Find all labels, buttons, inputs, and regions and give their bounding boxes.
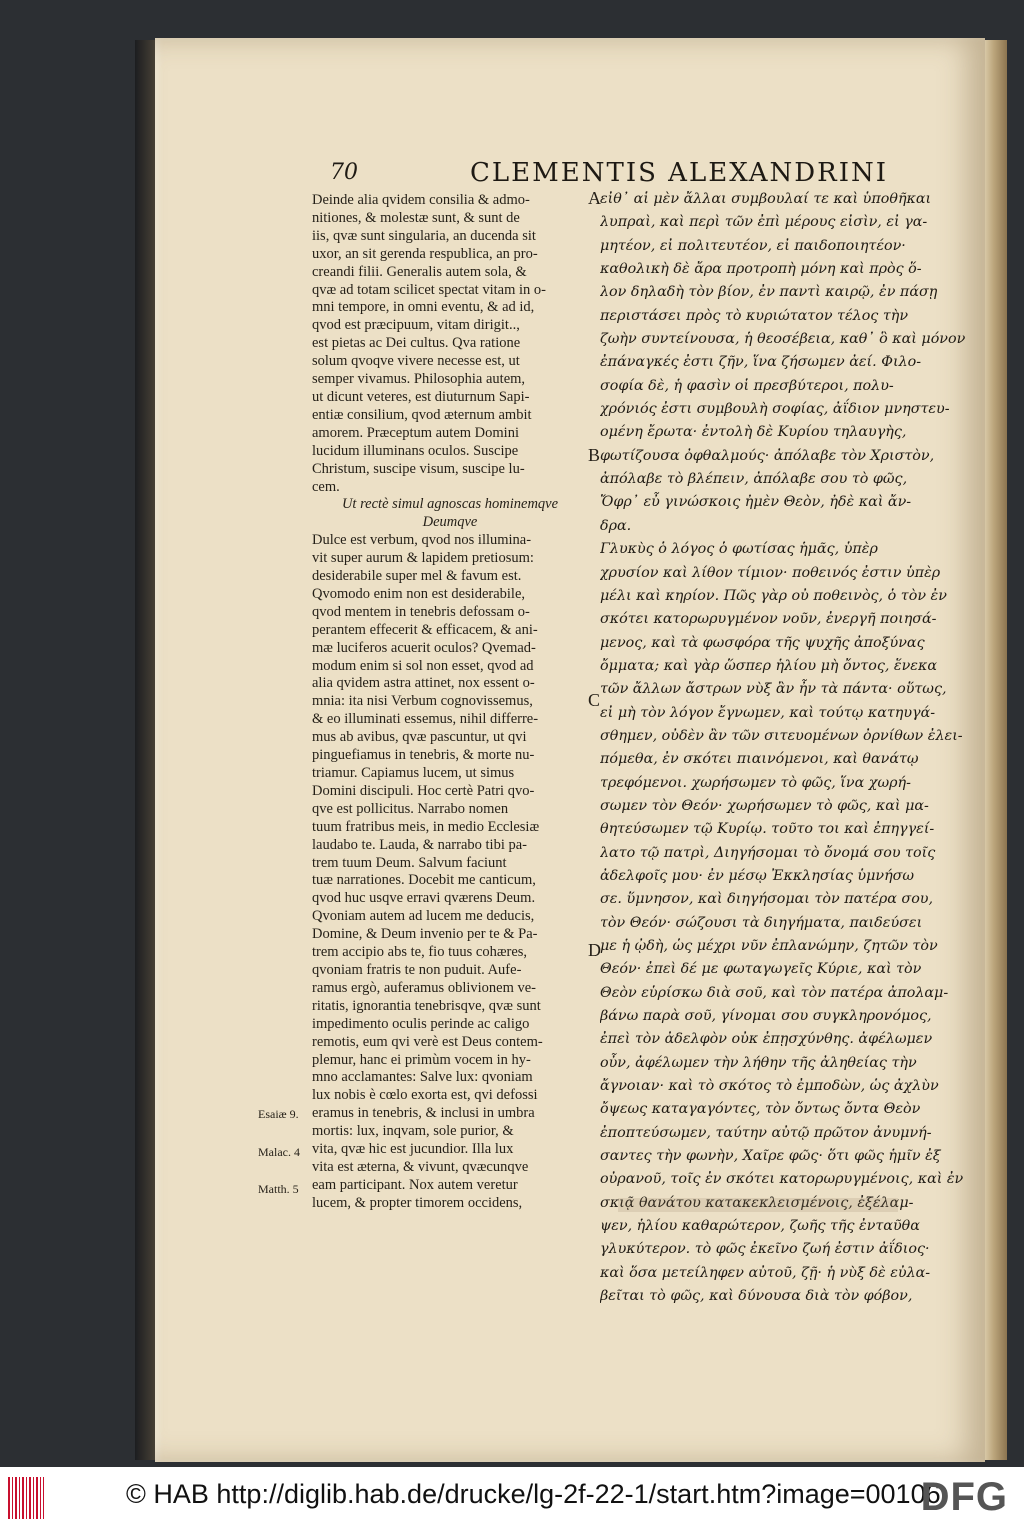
dfg-logo: DFG <box>920 1475 1008 1519</box>
greek-text-line: ἐπεὶ τὸν ἀδελφὸν οὐκ ἐπῃσχύνθης. ἀφέλωμεν <box>600 1031 933 1048</box>
latin-text-line: perantem effecerit & efficacem, & ani- <box>312 621 538 638</box>
latin-text-line: qve est pollicitus. Narrabo nomen <box>312 800 509 817</box>
greek-text-line: χρυσίον καὶ λίθον τίμιον· ποθεινός ἐστιν ὑπὲρ <box>600 564 941 581</box>
margin-note-malac: Malac. 4 <box>258 1145 300 1159</box>
greek-text-line: οὐρανοῦ, τοῖς ἐν σκότει κατορωρυγμένοις, καὶ ἐν <box>600 1171 964 1188</box>
latin-text-line: ut dicunt veteres, est diuturnum Sapi- <box>312 388 530 405</box>
latin-text-line: mortis: lux, inqvam, sole purior, & <box>312 1123 514 1140</box>
latin-text-line: solum qvoqve vivere necesse est, ut <box>312 353 520 370</box>
greek-text-line: Θεόν· ἐπεὶ δέ με φωταγωγεῖς Κύριε, καὶ τὸν <box>600 961 922 978</box>
greek-text-line: ψεν, ἡλίου καθαρώτερον, ζωῆς τῆς ἐνταῦθα <box>600 1218 920 1235</box>
latin-text-line: desiderabile super mel & favum est. <box>312 568 522 585</box>
greek-text-line: σκότει κατορωρυγμένον νοῦν, ἐνεργῆ ποιησά- <box>600 611 937 628</box>
greek-text-line: περιστάσει πρὸς τὸ κυριώτατον τέλος τὴν <box>600 307 909 324</box>
greek-text-line: οὖν, ἀφέλωμεν τὴν λήθην τῆς ἀληθείας τὴν <box>600 1054 917 1071</box>
greek-text-line: ἀδελφοῖς μου· ἐν μέσῳ Ἐκκλησίας ὑμνήσω <box>600 867 915 884</box>
greek-text-line: ὄμματα; καὶ γὰρ ὥσπερ ἡλίου μὴ ὄντος, ἕνεκα <box>600 657 937 674</box>
margin-letter-b: B <box>588 445 601 465</box>
latin-text-line: laudabo te. Lauda, & narrabo tibi pa- <box>312 836 528 853</box>
greek-text-line: τῶν ἄλλων ἄστρων νὺξ ἂν ἦν τὰ πάντα· οὕτως, <box>600 681 947 698</box>
latin-text-line: vita est æterna, & vivunt, qvæcunqve <box>312 1158 529 1175</box>
greek-text-line: λατο τῷ πατρὶ, Διηγήσομαι τὸ ὄνομά σου τοῖς <box>600 844 936 861</box>
latin-text-line: qvod huc usqve erravi qværens Deum. <box>312 890 536 907</box>
greek-text-line: λον δηλαδὴ τὸν βίον, ἐν παντὶ καιρῷ, ἐν πάσῃ <box>600 284 938 301</box>
latin-text-line: eam participant. Nox autem veretur <box>312 1176 518 1193</box>
latin-text-line: creandi filii. Generalis autem sola, & <box>312 263 527 280</box>
greek-text-line: μενος, καὶ τὰ φωσφόρα τῆς ψυχῆς ἀποξύνας <box>600 634 925 651</box>
greek-text-line: τρεφόμενοι. χωρήσωμεν τὸ φῶς, ἵνα χωρή- <box>600 774 911 791</box>
margin-note-esaiae: Esaiæ 9. <box>258 1107 299 1121</box>
greek-text-line: βάνω παρὰ σοῦ, γίνομαι σου συγκληρονόμος, <box>600 1008 932 1025</box>
latin-text-line: nitiones, & molestæ sunt, & sunt de <box>312 209 520 226</box>
latin-caption-line: Deumqve <box>422 514 478 531</box>
greek-text-line: σκιᾷ θανάτου κατακεκλεισμένοις, ἐξέλαμ- <box>600 1194 914 1211</box>
greek-text-line: σθημεν, οὐδὲν ἂν τῶν σιτευομένων ὀρνίθων ἐλει- <box>600 727 963 744</box>
running-head: CLEMENTIS ALEXANDRINI <box>470 158 889 188</box>
latin-text-line: mus ab avibus, qvæ pascuntur, ut qvi <box>312 729 527 746</box>
latin-text-line: Deinde alia qvidem consilia & admo- <box>312 192 530 208</box>
latin-text-line: qvæ ad totam scilicet spectat vitam in o- <box>312 281 546 298</box>
greek-text-line: Ὄφρ᾽ εὖ γινώσκοις ἠμὲν Θεὸν, ἠδὲ καὶ ἄν- <box>600 494 912 511</box>
greek-column <box>600 188 976 1309</box>
latin-text-line: mæ luciferos acuerit oculos? Qvemad- <box>312 639 536 656</box>
greek-text-line: Θεὸν εὑρίσκω διὰ σοῦ, καὶ τὸν πατέρα ἀπολαμ- <box>600 984 949 1001</box>
latin-text-line: semper vivamus. Philosophia autem, <box>312 371 526 388</box>
latin-text-line: Dulce est verbum, qvod nos illumina- <box>312 532 532 549</box>
greek-text-line: γλυκύτερον. τὸ φῶς ἐκεῖνο ζωή ἐστιν ἀΐδιος· <box>600 1241 930 1258</box>
greek-text-line: καὶ ὅσα μετείληφεν αὐτοῦ, ζῇ· ἡ νὺξ δὲ εὐλα- <box>600 1264 931 1281</box>
greek-text-line: μητέον, εἰ πολιτευτέον, εἰ παιδοποιητέον· <box>600 237 906 254</box>
latin-text-line: qvod est præcipuum, vitam dirigit.., <box>312 317 520 334</box>
margin-letter-a: A <box>588 188 601 208</box>
margin-letter-c: C <box>588 690 601 710</box>
greek-text-line: μέλι καὶ κηρίον. Πῶς γὰρ οὐ ποθεινὸς, ὁ τὸν ἐν <box>600 587 947 604</box>
greek-text-line: πόμεθα, ἐν σκότει πιαινόμενοι, καὶ θανάτῳ <box>600 751 919 768</box>
latin-text-line: trem accipio abs te, fio tuus cohæres, <box>312 944 528 961</box>
page-edge <box>985 40 1007 1460</box>
show-through-stain <box>618 1198 898 1212</box>
latin-column <box>312 192 588 1213</box>
latin-text-line: est pietas ac Dei cultus. Qva ratione <box>312 335 521 352</box>
latin-text-line: ramus ergò, auferamus oblivionem ve- <box>312 979 537 996</box>
latin-text-line: mni tempore, in omni eventu, & ad id, <box>312 299 535 316</box>
greek-text-line: ομένη ἔρωτα· ἐντολὴ δὲ Κυρίου τηλαυγὴς, <box>600 424 907 441</box>
latin-text-line: plemur, hanc ei primùm vocem in hy- <box>312 1051 531 1068</box>
greek-text-line: θητεύσωμεν τῷ Κυρίῳ. τοῦτο τοι καὶ ἐπηγγεί- <box>600 821 935 838</box>
latin-text-line: eramus in tenebris, & inclusi in umbra <box>312 1105 535 1122</box>
greek-text-line: Γλυκὺς ὁ λόγος ὁ φωτίσας ἡμᾶς, ὑπὲρ <box>600 541 878 558</box>
latin-text-line: vita, qvæ hic est jucundior. Illa lux <box>312 1141 514 1158</box>
hab-barcode-icon <box>8 1477 44 1519</box>
greek-text-line: δρα. <box>600 517 632 534</box>
latin-text-line: cem. <box>312 478 340 495</box>
greek-text-line: βεῖται τὸ φῶς, καὶ δύνουσα διὰ τὸν φόβον, <box>600 1288 913 1305</box>
greek-text-line: ὄψεως καταγαγόντες, τὸν ὄντως ὄντα Θεὸν <box>600 1101 921 1118</box>
latin-text-line: lucem, & propter timorem occidens, <box>312 1194 523 1211</box>
greek-text-line: ἐποπτεύσωμεν, ταύτην αὐτῷ πρῶτον ἀνυμνή- <box>600 1124 932 1141</box>
greek-text-line: τὸν Θεόν· σώζουσι τὰ διηγήματα, παιδεύσει <box>600 914 923 931</box>
latin-text-line: qvoniam fratris te non puduit. Aufe- <box>312 961 522 978</box>
latin-text-line: remotis, eum qvi verè est Deus contem- <box>312 1033 543 1050</box>
latin-text-line: uxor, an sit gerenda respublica, an pro- <box>312 245 538 262</box>
latin-text-line: pinguefiamus in tenebris, & morte nu- <box>312 747 535 764</box>
greek-text-line: σε. ὕμνησον, καὶ διηγήσομαι τὸν πατέρα σου, <box>600 891 934 908</box>
greek-text-line: λυπραὶ, καὶ περὶ τῶν ἐπὶ μέρους εἰσὶν, εἰ γα- <box>600 214 928 231</box>
latin-text-line: Domini discipuli. Hoc certè Patri qvo- <box>312 782 535 799</box>
latin-text-line: tuum fratribus meis, in medio Ecclesiæ <box>312 818 540 835</box>
source-url[interactable]: © HAB http://diglib.hab.de/drucke/lg-2f-22-1/start.htm?image=00106 <box>126 1479 941 1509</box>
greek-text-line: σωμεν τὸν Θεόν· χωρήσωμεν τὸ φῶς, καὶ μα- <box>600 797 929 814</box>
latin-text-line: Domine, & Deum invenio per te & Pa- <box>312 926 538 943</box>
latin-text-line: ritatis, ignorantia tenebrisqve, qvæ sunt <box>312 997 541 1014</box>
book-binding-shadow <box>135 40 157 1460</box>
latin-text-line: Christum, suscipe visum, suscipe lu- <box>312 460 525 477</box>
page-header <box>330 160 970 190</box>
greek-text-line: εἰθ᾽ αἱ μὲν ἄλλαι συμβουλαί τε καὶ ὑποθῆκαι <box>600 191 932 207</box>
latin-text-line: mnia: ita nisi Verbum cognovissemus, <box>312 693 533 710</box>
greek-text-line: ἐπάναγκές ἐστι ζῆν, ἵνα ζήσωμεν ἀεί. Φιλο- <box>600 354 922 371</box>
latin-text-line: entiæ consilium, qvod æternum ambit <box>312 406 532 423</box>
latin-text-line: amorem. Præceptum autem Domini <box>312 424 519 441</box>
latin-text-line: alia qvidem astra attinet, nox essent o- <box>312 675 535 692</box>
latin-text-line: vit super aurum & lapidem pretiosum: <box>312 550 534 567</box>
latin-text-line: & eo illuminati essemus, nihil differre- <box>312 711 539 728</box>
greek-text-line: χρόνιός ἐστι συμβουλὴ σοφίας, ἀΐδιον μνηστευ- <box>600 401 950 418</box>
latin-text-line: modum enim si sol non esset, qvod ad <box>312 657 534 674</box>
latin-text-line: lux nobis è cœlo exorta est, qvi defossi <box>312 1087 538 1104</box>
latin-text-line: iis, qvæ sunt singularia, an ducenda sit <box>312 227 536 244</box>
latin-text-line: triamur. Capiamus lucem, ut simus <box>312 765 515 781</box>
footer-bar <box>0 1467 1024 1529</box>
greek-text-line: ἄγνοιαν· καὶ τὸ σκότος τὸ ἐμποδὼν, ὡς ἀχλὺν <box>600 1078 939 1095</box>
latin-text-line: Qvomodo enim non est desiderabile, <box>312 585 526 602</box>
latin-text-line: trem tuum Deum. Salvum faciunt <box>312 854 507 871</box>
latin-text-line: impedimento oculis perinde ac caligo <box>312 1015 530 1032</box>
margin-letter-d: D <box>588 940 601 960</box>
latin-text-line: tuæ narrationes. Docebit me canticum, <box>312 872 536 889</box>
latin-caption-line: Ut rectè simul agnoscas hominemqve <box>341 496 559 513</box>
greek-text-line: σαντες τὴν φωνὴν, Χαῖρε φῶς· ὅτι φῶς ἡμῖν ἐξ <box>600 1148 941 1165</box>
latin-text-line: qvod mentem in tenebris defossam o- <box>312 603 530 620</box>
latin-text-line: Qvoniam autem ad lucem me deducis, <box>312 908 535 925</box>
greek-text-line: φωτίζουσα ὀφθαλμούς· ἀπόλαβε τὸν Χριστὸν, <box>600 447 935 464</box>
latin-text-line: lucidum illuminans oculos. Suscipe <box>312 442 519 459</box>
greek-text-line: ζωὴν συντείνουσα, ἡ θεοσέβεια, καθ᾽ ὃ καὶ μόνον <box>600 331 966 348</box>
page-number: 70 <box>330 160 358 185</box>
greek-text-line: ἀπόλαβε τὸ βλέπειν, ἀπόλαβε σου τὸ φῶς, <box>600 471 908 488</box>
latin-text-line: mno acclamantes: Salve lux: qvoniam <box>312 1069 533 1086</box>
greek-text-line: καθολικὴ δὲ ἄρα προτροπὴ μόνη καὶ πρὸς ὅ- <box>600 261 922 278</box>
margin-note-matth: Matth. 5 <box>258 1182 299 1196</box>
greek-text-line: εἰ μὴ τὸν λόγον ἔγνωμεν, καὶ τούτῳ κατηυγά- <box>600 704 936 721</box>
greek-text-line: με ἡ ᾠδὴ, ὡς μέχρι νῦν ἐπλανώμην, ζητῶν τὸν <box>600 938 938 954</box>
greek-text-line: σοφία δὲ, ἡ φασὶν οἱ πρεσβύτεροι, πολυ- <box>600 377 894 394</box>
